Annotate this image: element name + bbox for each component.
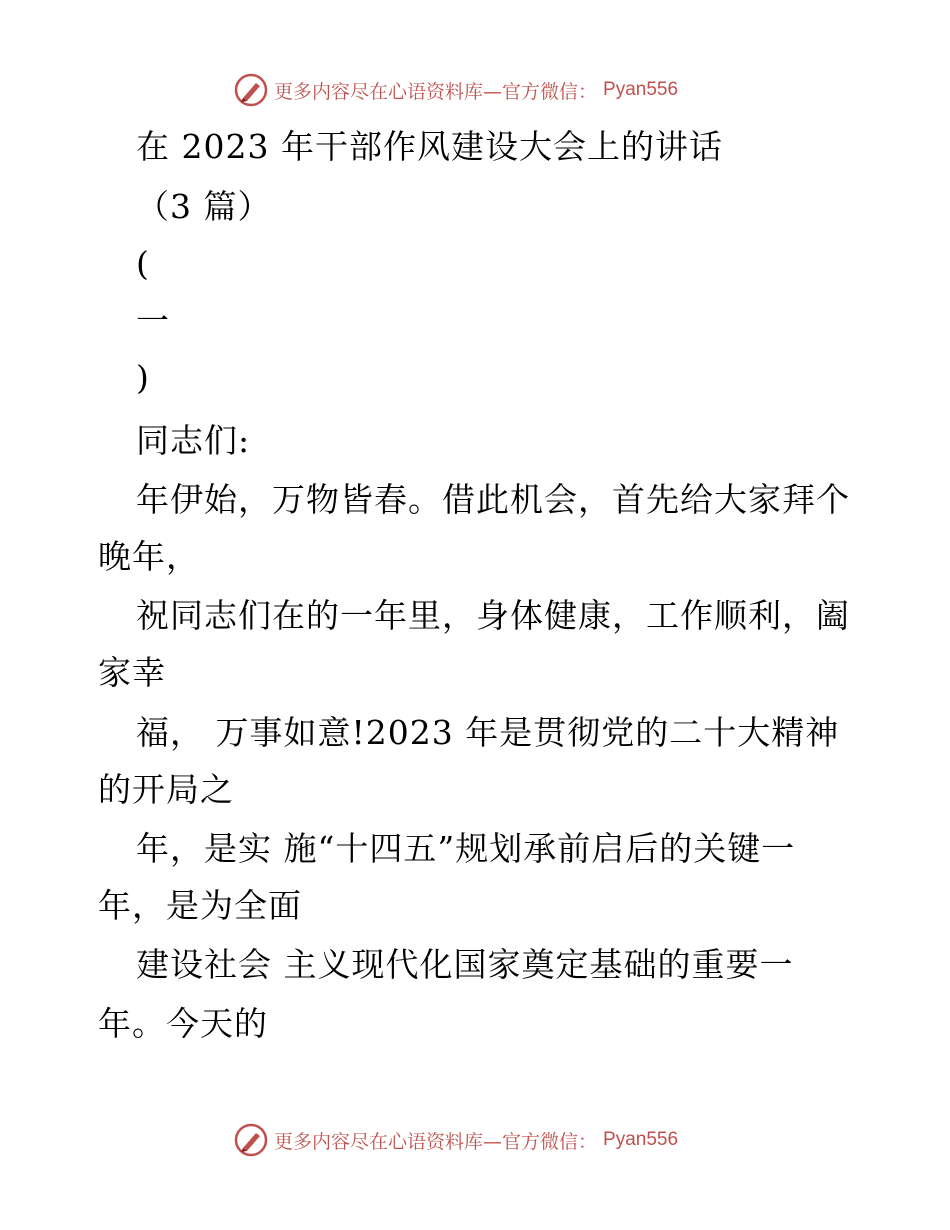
watermark-text: 更多内容尽在心语资料库—官方微信： [274,1130,598,1153]
paragraph-line: 年。今天的 [98,1004,268,1043]
section-close-paren: ) [136,358,150,397]
footer-watermark [234,1123,678,1157]
paragraph-line: 晚年， [98,537,200,576]
watermark-wechat-id: Pyan556 [603,79,679,100]
paragraph-line: 祝同志们在的一年里，身体健康，工作顺利，阖 [136,596,850,635]
document-title: 在 2023 年干部作风建设大会上的讲话 [136,127,723,166]
paragraph-line: 年，是实 施“十四五”规划承前启后的关键一 [136,829,796,868]
watermark-wechat-id: Pyan556 [603,1129,679,1150]
paragraph-line: 建设社会 主义现代化国家奠定基础的重要一 [136,945,794,984]
paragraph-line: 年伊始，万物皆春。借此机会，首先给大家拜个 [136,480,850,519]
pen-logo-icon [234,1123,268,1157]
section-open-paren: ( [136,244,150,283]
header-watermark [234,73,678,107]
watermark-text: 更多内容尽在心语资料库—官方微信： [274,80,598,103]
salutation: 同志们: [136,421,251,460]
paragraph-line: 家幸 [98,653,166,692]
section-number: 一 [136,301,170,340]
paragraph-line: 年，是为全面 [98,886,302,925]
paragraph-line: 福， 万事如意!2023 年是贯彻党的二十大精神 [136,713,840,752]
paragraph-line: 的开局之 [98,770,234,809]
document-subtitle: （3 篇） [136,187,272,226]
pen-logo-icon [234,73,268,107]
